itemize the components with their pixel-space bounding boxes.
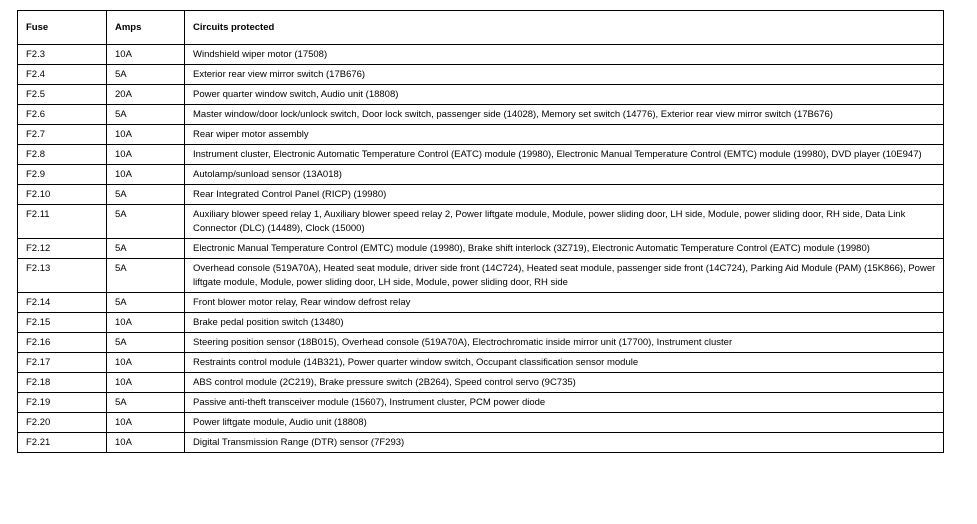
column-header-circuits: Circuits protected (185, 11, 944, 45)
cell-amps: 10A (107, 45, 185, 65)
cell-amps: 20A (107, 85, 185, 105)
cell-fuse: F2.20 (18, 413, 107, 433)
cell-fuse: F2.6 (18, 105, 107, 125)
cell-fuse: F2.11 (18, 205, 107, 239)
cell-circuits: Rear wiper motor assembly (185, 125, 944, 145)
cell-circuits: Digital Transmission Range (DTR) sensor (7F293) (185, 433, 944, 453)
table-row (18, 165, 944, 185)
cell-fuse: F2.5 (18, 85, 107, 105)
table-row (18, 333, 944, 353)
cell-fuse: F2.19 (18, 393, 107, 413)
table-row (18, 65, 944, 85)
column-header-amps: Amps (107, 11, 185, 45)
cell-amps: 10A (107, 145, 185, 165)
cell-amps: 5A (107, 393, 185, 413)
table-row (18, 85, 944, 105)
cell-amps: 10A (107, 413, 185, 433)
table-row (18, 185, 944, 205)
cell-fuse: F2.18 (18, 373, 107, 393)
table-row (18, 205, 944, 239)
cell-circuits: Restraints control module (14B321), Power quarter window switch, Occupant classification sensor module (185, 353, 944, 373)
cell-fuse: F2.3 (18, 45, 107, 65)
cell-circuits: Power quarter window switch, Audio unit (18808) (185, 85, 944, 105)
cell-fuse: F2.9 (18, 165, 107, 185)
cell-circuits: Rear Integrated Control Panel (RICP) (19980) (185, 185, 944, 205)
table-row (18, 45, 944, 65)
table-row (18, 125, 944, 145)
cell-amps: 10A (107, 313, 185, 333)
cell-circuits: Master window/door lock/unlock switch, Door lock switch, passenger side (14028), Memory set switch (14776), Exterior rear view mirror switch (17B676) (185, 105, 944, 125)
cell-fuse: F2.8 (18, 145, 107, 165)
table-row (18, 293, 944, 313)
table-row (18, 373, 944, 393)
cell-circuits: Brake pedal position switch (13480) (185, 313, 944, 333)
cell-circuits: Overhead console (519A70A), Heated seat module, driver side front (14C724), Heated seat module, passenger side front (14C724), Parking Aid Module (PAM) (15K866), Power liftgate module, Module, power sliding door, LH side, Module, power sliding door, RH side (185, 259, 944, 293)
table-row (18, 105, 944, 125)
cell-circuits: Front blower motor relay, Rear window defrost relay (185, 293, 944, 313)
table-row (18, 259, 944, 293)
cell-fuse: F2.21 (18, 433, 107, 453)
cell-circuits: Windshield wiper motor (17508) (185, 45, 944, 65)
table-row (18, 413, 944, 433)
cell-fuse: F2.7 (18, 125, 107, 145)
cell-amps: 10A (107, 433, 185, 453)
cell-circuits: Autolamp/sunload sensor (13A018) (185, 165, 944, 185)
cell-circuits: ABS control module (2C219), Brake pressure switch (2B264), Speed control servo (9C735) (185, 373, 944, 393)
cell-fuse: F2.16 (18, 333, 107, 353)
table-row (18, 433, 944, 453)
cell-amps: 5A (107, 105, 185, 125)
cell-amps: 5A (107, 205, 185, 239)
cell-amps: 5A (107, 259, 185, 293)
cell-circuits: Auxiliary blower speed relay 1, Auxiliary blower speed relay 2, Power liftgate module, Module, power sliding door, LH side, Module, power sliding door, RH side, Data Link Connector (DLC) (14489), Clock (15000) (185, 205, 944, 239)
cell-circuits: Steering position sensor (18B015), Overhead console (519A70A), Electrochromatic inside mirror unit (17700), Instrument cluster (185, 333, 944, 353)
cell-fuse: F2.14 (18, 293, 107, 313)
fuse-table (17, 10, 944, 453)
cell-amps: 10A (107, 373, 185, 393)
cell-amps: 5A (107, 293, 185, 313)
cell-circuits: Instrument cluster, Electronic Automatic Temperature Control (EATC) module (19980), Electronic Manual Temperature Control (EMTC) module (19980), DVD player (10E947) (185, 145, 944, 165)
cell-fuse: F2.15 (18, 313, 107, 333)
cell-fuse: F2.12 (18, 239, 107, 259)
cell-circuits: Passive anti-theft transceiver module (15607), Instrument cluster, PCM power diode (185, 393, 944, 413)
header-row (18, 11, 944, 45)
column-header-fuse: Fuse (18, 11, 107, 45)
cell-amps: 10A (107, 165, 185, 185)
table-row (18, 393, 944, 413)
cell-amps: 5A (107, 185, 185, 205)
cell-amps: 5A (107, 65, 185, 85)
cell-fuse: F2.13 (18, 259, 107, 293)
cell-fuse: F2.10 (18, 185, 107, 205)
cell-amps: 5A (107, 333, 185, 353)
cell-circuits: Power liftgate module, Audio unit (18808) (185, 413, 944, 433)
cell-amps: 10A (107, 353, 185, 373)
table-row (18, 313, 944, 333)
cell-circuits: Electronic Manual Temperature Control (EMTC) module (19980), Brake shift interlock (3Z719), Electronic Automatic Temperature Control (EATC) module (19980) (185, 239, 944, 259)
cell-circuits: Exterior rear view mirror switch (17B676) (185, 65, 944, 85)
table-row (18, 145, 944, 165)
cell-fuse: F2.4 (18, 65, 107, 85)
table-row (18, 353, 944, 373)
table-row (18, 239, 944, 259)
cell-amps: 10A (107, 125, 185, 145)
cell-fuse: F2.17 (18, 353, 107, 373)
cell-amps: 5A (107, 239, 185, 259)
table-body (18, 45, 944, 453)
